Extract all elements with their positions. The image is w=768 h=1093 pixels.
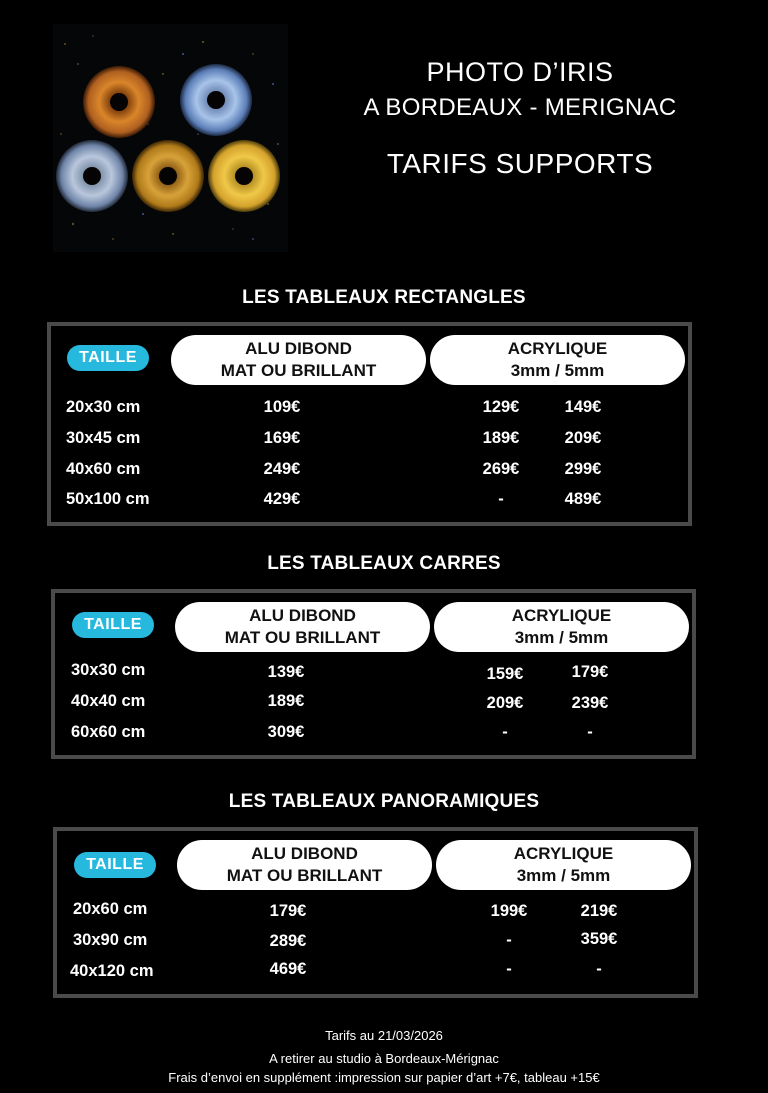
price-table-rectangles [47,322,692,526]
row-acr5-price: - [587,723,593,741]
row-size: 30x30 cm [71,661,146,679]
row-size: 30x90 cm [73,931,148,949]
row-size: 30x45 cm [66,429,141,447]
row-acr5-price: 149€ [564,398,602,416]
alu-dibond-header: ALU DIBOND MAT OU BRILLANT [171,335,426,385]
row-size: 40x40 cm [71,692,146,710]
price-table-carres [51,589,696,759]
row-acr3-price: 129€ [482,398,520,416]
alu-dibond-header: ALU DIBOND MAT OU BRILLANT [177,840,432,890]
size-label-pill: TAILLE [67,345,149,371]
row-acr3-price: - [502,723,508,741]
price-table-panoramiques [53,827,698,998]
size-label-pill: TAILLE [72,612,154,638]
alu-dibond-header: ALU DIBOND MAT OU BRILLANT [175,602,430,652]
row-acr5-price: 179€ [571,663,609,681]
row-acr3-price: - [506,960,512,978]
row-size: 20x60 cm [73,900,148,918]
row-alu-price: 469€ [269,960,307,978]
acrylique-header: ACRYLIQUE 3mm / 5mm [436,840,691,890]
row-alu-price: 109€ [263,398,301,416]
row-acr3-price: 159€ [486,665,524,683]
acrylique-header: ACRYLIQUE 3mm / 5mm [434,602,689,652]
row-size: 40x120 cm [70,962,154,980]
row-alu-price: 309€ [267,723,305,741]
row-acr3-price: - [498,490,504,508]
section-heading-panoramiques: LES TABLEAUX PANORAMIQUES [228,791,540,812]
row-alu-price: 179€ [269,902,307,920]
section-heading-carres: LES TABLEAUX CARRES [267,553,501,574]
header-title: PHOTO D’IRIS [426,57,614,87]
row-acr3-price: 189€ [482,429,520,447]
row-acr5-price: 489€ [564,490,602,508]
iris-collage-image [53,24,288,252]
row-alu-price: 289€ [269,932,307,950]
row-alu-price: 139€ [267,663,305,681]
row-acr3-price: 209€ [486,694,524,712]
row-alu-price: 249€ [263,460,301,478]
row-acr5-price: 359€ [580,930,618,948]
row-alu-price: 189€ [267,692,305,710]
row-acr5-price: 239€ [571,694,609,712]
row-size: 20x30 cm [66,398,141,416]
footer-shipping: Frais d’envoi en supplément :impression sur papier d’art +7€, tableau +15€ [168,1070,600,1085]
section-heading-rectangles: LES TABLEAUX RECTANGLES [242,287,526,308]
row-acr3-price: - [506,931,512,949]
row-acr3-price: 199€ [490,902,528,920]
row-size: 40x60 cm [66,460,141,478]
row-alu-price: 429€ [263,490,301,508]
row-size: 60x60 cm [71,723,146,741]
row-acr5-price: - [596,960,602,978]
size-label-pill: TAILLE [74,852,156,878]
row-acr5-price: 209€ [564,429,602,447]
header-subtitle: TARIFS SUPPORTS [386,148,654,179]
row-acr5-price: 299€ [564,460,602,478]
row-size: 50x100 cm [66,490,150,508]
header-location: A BORDEAUX - MERIGNAC [363,94,677,121]
footer-pickup: A retirer au studio à Bordeaux-Mérignac [269,1051,499,1066]
footer-date: Tarifs au 21/03/2026 [325,1028,443,1043]
row-alu-price: 169€ [263,429,301,447]
row-acr3-price: 269€ [482,460,520,478]
acrylique-header: ACRYLIQUE 3mm / 5mm [430,335,685,385]
row-acr5-price: 219€ [580,902,618,920]
